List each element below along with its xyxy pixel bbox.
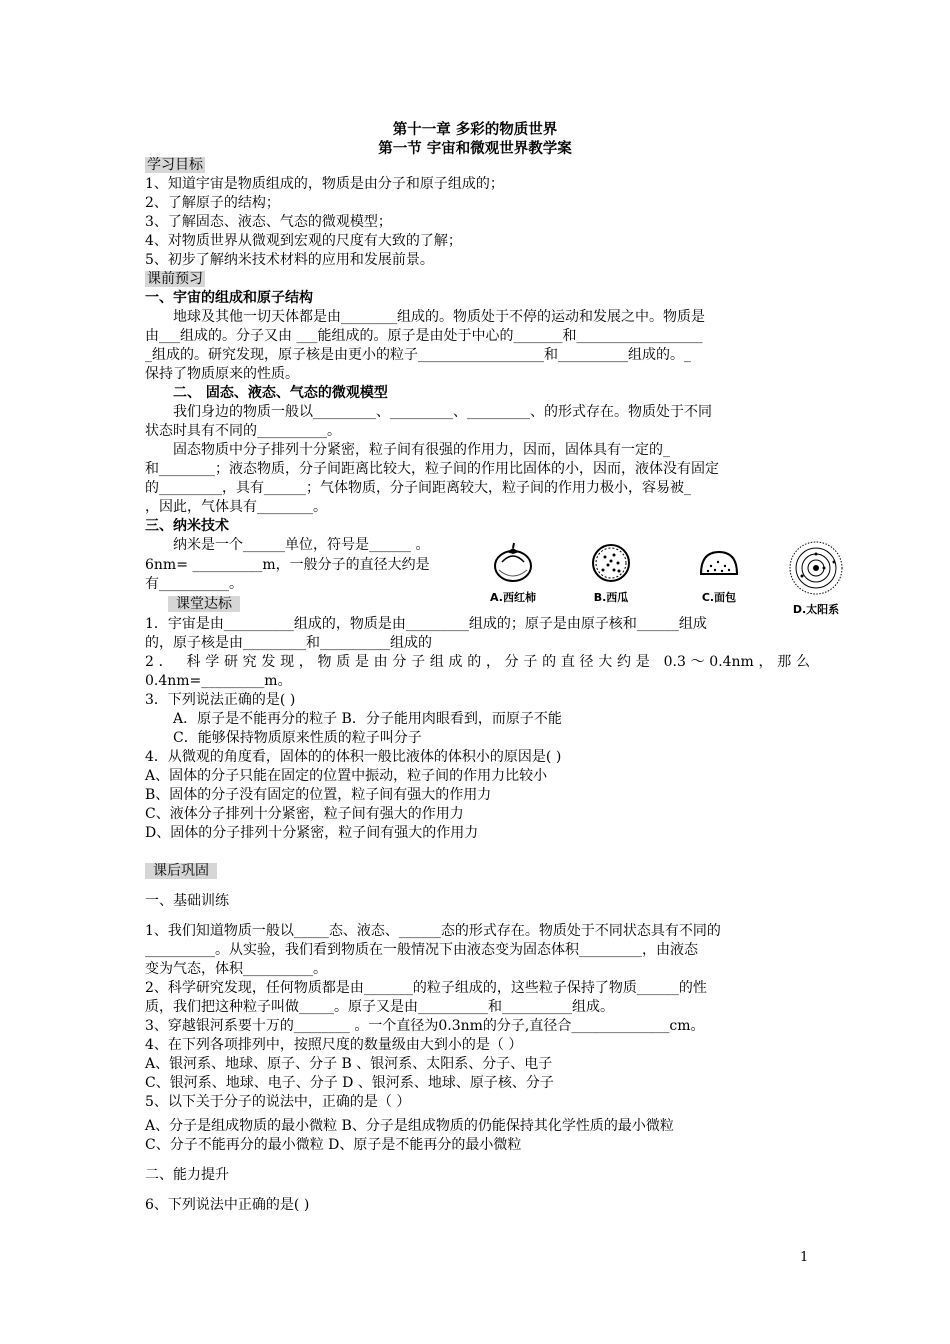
option-line: C、银河系、地球、电子、分子 D 、银河系、地球、原子核、分子 [145, 1075, 554, 1091]
preview-heading: 课前预习 [147, 271, 203, 287]
homework-heading: 课后巩固 [145, 862, 810, 881]
solar-system-icon [788, 540, 844, 596]
goals-heading: 学习目标 [147, 157, 203, 173]
option-line: A、银河系、地球、原子、分子 B 、银河系、太阳系、分子、电子 [145, 1056, 553, 1072]
paragraph-line: 变为气态，体积__________。 [145, 961, 327, 977]
paragraph-line: 的，原子核是由_________和__________组成的 [145, 635, 432, 651]
figure-solar-system: D.太阳系 [781, 540, 851, 617]
figure-bread: C.面包 [691, 540, 747, 605]
tomato-icon [490, 540, 536, 584]
option-line: C、分子不能再分的最小微粒 D、原子是不能再分的最小微粒 [145, 1137, 522, 1153]
classwork-heading: 课堂达标 [168, 595, 833, 614]
goal-item: 1、知道宇宙是物质组成的，物质是由分子和原子组成的； [145, 176, 504, 192]
paragraph-line: __________。从实验，我们看到物质在一般情况下由液态变为固态体积_________，由液态 [145, 942, 698, 958]
option-line: A．原子是不能再分的粒子 B．分子能用肉眼看到，而原子不能 [173, 711, 562, 727]
paragraph-line: 保持了物质原来的性质。 [145, 366, 299, 382]
option-line: C．能够保持物质原来性质的粒子叫分子 [173, 730, 422, 746]
paragraph-line: 由___组成的。分子又由 ___能组成的。原子是由处于中心的_______和__________________ [145, 328, 703, 344]
option-line: A、分子是组成物质的最小微粒 B、分子是组成物质的仍能保持其化学性质的最小微粒 [145, 1118, 674, 1134]
paragraph-line: 的_________，具有______；气体物质，分子间距离较大，粒子间的作用力极小，容易被_ [145, 480, 691, 496]
question-line: 4、在下列各项排列中，按照尺度的数量级由大到小的是（ ） [145, 1037, 523, 1053]
question-line: 3．下列说法正确的是( ) [145, 692, 296, 708]
watermelon-icon [588, 540, 634, 584]
paragraph-line: 地球及其他一切天体都是由________组成的。物质处于不停的运动和发展之中。物质是 [173, 309, 705, 325]
paragraph-line: 质，我们把这种粒子叫做_____。原子又是由__________和__________组成。 [145, 999, 614, 1015]
paragraph-line: 6nm= __________m，一般分子的直径大约是 [145, 557, 430, 573]
basic-title: 一、基础训练 [145, 893, 229, 909]
figure-watermelon: B.西瓜 [583, 540, 639, 605]
paragraph-line: ，因此，气体具有________。 [145, 499, 327, 515]
question-line: 5、以下关于分子的说法中，正确的是（ ） [145, 1094, 411, 1110]
paragraph-line: 状态时具有不同的__________。 [145, 423, 341, 439]
paragraph-line: 0.4nm=_________m。 [145, 673, 292, 689]
paragraph-line: 2． 科学研究发现，物质是由分子组成的，分子的直径大约是 0.3～0.4nm，那么 [145, 654, 810, 670]
paragraph-line: 1．宇宙是由__________组成的，物质是由_________组成的；原子是由原子核和______组成 [145, 616, 707, 632]
paragraph-line: 3、穿越银河系要十万的________ 。一个直径为0.3nm的分子,直径合______________cm。 [145, 1018, 705, 1034]
option-line: D、固体的分子排列十分紧密，粒子间有强大的作用力 [145, 825, 479, 841]
question-line: 6、下列说法中正确的是( ) [145, 1197, 310, 1213]
goal-item: 2、了解原子的结构； [145, 195, 280, 211]
part2-title: 二、 固态、液态、气态的微观模型 [173, 385, 388, 401]
paragraph-line: 纳米是一个______单位，符号是______ 。 [173, 537, 430, 553]
paragraph-line: 1、我们知道物质一般以_____态、液态、______态的形式存在。物质处于不同状态具有不同的 [145, 923, 721, 939]
section-title: 第一节 宇宙和微观世界教学案 [378, 141, 572, 157]
goal-item: 3、了解固态、液态、气态的微观模型； [145, 214, 392, 230]
question-line: 4．从微观的角度看，固体的的体积一般比液体的体积小的原因是( ) [145, 749, 562, 765]
page-number: 1 [800, 1250, 809, 1265]
part1-title: 一、宇宙的组成和原子结构 [145, 290, 313, 306]
ability-title: 二、能力提升 [145, 1167, 229, 1183]
paragraph-line: 和________；液态物质，分子间距离比较大，粒子间的作用比固体的小，因而，液体没有固定 [145, 461, 719, 477]
paragraph-line: 有__________。 [145, 576, 243, 592]
paragraph-line: 2、科学研究发现，任何物质都是由_______的粒子组成的，这些粒子保持了物质______的性 [145, 980, 707, 996]
option-line: C、液体分子排列十分紧密，粒子间有强大的作用力 [145, 806, 464, 822]
figure-tomato: A.西红柿 [483, 540, 543, 605]
goal-item: 4、对物质世界从微观到宏观的尺度有大致的了解； [145, 233, 462, 249]
paragraph-line: 我们身边的物质一般以_________、_________、_________、的形式存在。物质处于不同 [173, 404, 712, 420]
option-line: B、固体的分子没有固定的位置，粒子间有强大的作用力 [145, 787, 492, 803]
bread-icon [696, 540, 742, 584]
option-line: A、固体的分子只能在固定的位置中振动，粒子间的作用力比较小 [145, 768, 548, 784]
chapter-title: 第十一章 多彩的物质世界 [392, 122, 558, 138]
part3-title: 三、纳米技术 [145, 518, 229, 534]
goal-item: 5、初步了解纳米技术材料的应用和发展前景。 [145, 252, 434, 268]
paragraph-line: _组成的。研究发现，原子核是由更小的粒子__________________和__________组成的。_ [145, 347, 691, 363]
paragraph-line: 固态物质中分子排列十分紧密，粒子间有很强的作用力，因而，固体具有一定的_ [173, 442, 670, 458]
